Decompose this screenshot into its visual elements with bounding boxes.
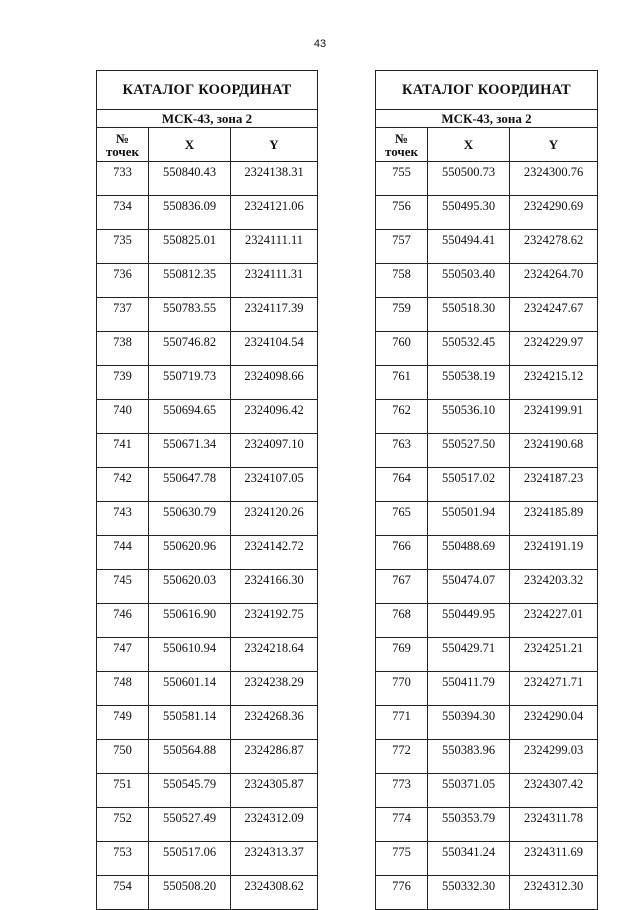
x-coordinate-cell: 550616.90 <box>149 604 231 638</box>
point-number-cell: 755 <box>376 162 428 196</box>
y-coordinate-cell: 2324142.72 <box>231 536 318 570</box>
table-row <box>97 400 318 434</box>
x-coordinate-cell: 550371.05 <box>428 774 510 808</box>
point-number-cell: 770 <box>376 672 428 706</box>
point-number-cell: 756 <box>376 196 428 230</box>
y-coordinate-cell: 2324227.01 <box>510 604 598 638</box>
table-row <box>97 638 318 672</box>
point-number-cell: 767 <box>376 570 428 604</box>
y-coordinate-cell: 2324218.64 <box>231 638 318 672</box>
table-row <box>97 162 318 196</box>
x-coordinate-cell: 550449.95 <box>428 604 510 638</box>
point-number-cell: 740 <box>97 400 149 434</box>
point-number-cell: 748 <box>97 672 149 706</box>
x-coordinate-cell: 550517.06 <box>149 842 231 876</box>
x-coordinate-cell: 550545.79 <box>149 774 231 808</box>
y-coordinate-cell: 2324238.29 <box>231 672 318 706</box>
x-coordinate-cell: 550341.24 <box>428 842 510 876</box>
y-coordinate-cell: 2324117.39 <box>231 298 318 332</box>
table-row <box>376 162 598 196</box>
y-header: Y <box>510 128 598 162</box>
point-number-cell: 769 <box>376 638 428 672</box>
y-coordinate-cell: 2324185.89 <box>510 502 598 536</box>
point-number-cell: 771 <box>376 706 428 740</box>
y-coordinate-cell: 2324311.78 <box>510 808 598 842</box>
point-number-cell: 753 <box>97 842 149 876</box>
x-coordinate-cell: 550564.88 <box>149 740 231 774</box>
point-number-header <box>97 128 149 162</box>
table-row <box>97 468 318 502</box>
table-row <box>97 740 318 774</box>
number-word: точек <box>106 143 139 159</box>
point-number-cell: 747 <box>97 638 149 672</box>
y-coordinate-cell: 2324111.11 <box>231 230 318 264</box>
x-coordinate-cell: 550332.30 <box>428 876 510 910</box>
point-number-cell: 762 <box>376 400 428 434</box>
point-number-cell: 749 <box>97 706 149 740</box>
x-coordinate-cell: 550429.71 <box>428 638 510 672</box>
y-coordinate-cell: 2324313.37 <box>231 842 318 876</box>
table-row <box>97 196 318 230</box>
table-body <box>376 162 598 910</box>
x-coordinate-cell: 550671.34 <box>149 434 231 468</box>
point-number-cell: 775 <box>376 842 428 876</box>
table-row <box>97 230 318 264</box>
x-coordinate-cell: 550494.41 <box>428 230 510 264</box>
point-number-cell: 754 <box>97 876 149 910</box>
table-row <box>376 366 598 400</box>
x-coordinate-cell: 550518.30 <box>428 298 510 332</box>
point-number-cell: 745 <box>97 570 149 604</box>
point-number-cell: 738 <box>97 332 149 366</box>
table-row <box>97 434 318 468</box>
y-coordinate-cell: 2324096.42 <box>231 400 318 434</box>
y-coordinate-cell: 2324271.71 <box>510 672 598 706</box>
x-coordinate-cell: 550825.01 <box>149 230 231 264</box>
x-coordinate-cell: 550538.19 <box>428 366 510 400</box>
y-coordinate-cell: 2324097.10 <box>231 434 318 468</box>
table-row <box>376 400 598 434</box>
y-coordinate-cell: 2324311.69 <box>510 842 598 876</box>
point-number-cell: 736 <box>97 264 149 298</box>
y-coordinate-cell: 2324111.31 <box>231 264 318 298</box>
x-coordinate-cell: 550501.94 <box>428 502 510 536</box>
x-header: X <box>428 128 510 162</box>
point-number-cell: 772 <box>376 740 428 774</box>
table-row <box>376 808 598 842</box>
point-number-cell: 743 <box>97 502 149 536</box>
table-row <box>376 638 598 672</box>
y-coordinate-cell: 2324107.05 <box>231 468 318 502</box>
table-row <box>376 672 598 706</box>
point-number-cell: 737 <box>97 298 149 332</box>
table-row <box>376 434 598 468</box>
table-row <box>376 706 598 740</box>
x-coordinate-cell: 550630.79 <box>149 502 231 536</box>
y-coordinate-cell: 2324190.68 <box>510 434 598 468</box>
y-coordinate-cell: 2324268.36 <box>231 706 318 740</box>
point-number-cell: 759 <box>376 298 428 332</box>
table-row <box>376 468 598 502</box>
y-coordinate-cell: 2324290.04 <box>510 706 598 740</box>
point-number-cell: 768 <box>376 604 428 638</box>
point-number-cell: 746 <box>97 604 149 638</box>
table-row <box>97 876 318 910</box>
table-row <box>97 842 318 876</box>
table-row <box>97 570 318 604</box>
y-coordinate-cell: 2324138.31 <box>231 162 318 196</box>
page-number: 43 <box>313 38 327 50</box>
coordinate-table-left <box>96 70 318 910</box>
x-coordinate-cell: 550474.07 <box>428 570 510 604</box>
y-coordinate-cell: 2324199.91 <box>510 400 598 434</box>
y-coordinate-cell: 2324307.42 <box>510 774 598 808</box>
x-coordinate-cell: 550394.30 <box>428 706 510 740</box>
point-number-cell: 751 <box>97 774 149 808</box>
table-row <box>97 604 318 638</box>
x-coordinate-cell: 550581.14 <box>149 706 231 740</box>
coordinate-system-label: МСК-43, зона 2 <box>376 110 598 128</box>
catalog-title: КАТАЛОГ КООРДИНАТ <box>376 71 598 110</box>
x-coordinate-cell: 550508.20 <box>149 876 231 910</box>
table-row <box>97 298 318 332</box>
catalog-title: КАТАЛОГ КООРДИНАТ <box>97 71 318 110</box>
y-coordinate-cell: 2324290.69 <box>510 196 598 230</box>
y-coordinate-cell: 2324251.21 <box>510 638 598 672</box>
table-row <box>376 502 598 536</box>
y-coordinate-cell: 2324278.62 <box>510 230 598 264</box>
point-number-header <box>376 128 428 162</box>
point-number-cell: 733 <box>97 162 149 196</box>
point-number-cell: 764 <box>376 468 428 502</box>
x-coordinate-cell: 550527.50 <box>428 434 510 468</box>
y-coordinate-cell: 2324121.06 <box>231 196 318 230</box>
x-coordinate-cell: 550517.02 <box>428 468 510 502</box>
table-row <box>97 774 318 808</box>
x-coordinate-cell: 550536.10 <box>428 400 510 434</box>
y-coordinate-cell: 2324098.66 <box>231 366 318 400</box>
x-coordinate-cell: 550694.65 <box>149 400 231 434</box>
y-coordinate-cell: 2324305.87 <box>231 774 318 808</box>
point-number-cell: 761 <box>376 366 428 400</box>
table-row <box>376 196 598 230</box>
y-coordinate-cell: 2324192.75 <box>231 604 318 638</box>
y-coordinate-cell: 2324299.03 <box>510 740 598 774</box>
y-coordinate-cell: 2324308.62 <box>231 876 318 910</box>
y-coordinate-cell: 2324312.09 <box>231 808 318 842</box>
y-coordinate-cell: 2324187.23 <box>510 468 598 502</box>
point-number-cell: 744 <box>97 536 149 570</box>
number-symbol: № <box>394 130 409 146</box>
table-row <box>376 298 598 332</box>
point-number-cell: 758 <box>376 264 428 298</box>
point-number-cell: 742 <box>97 468 149 502</box>
y-coordinate-cell: 2324300.76 <box>510 162 598 196</box>
y-coordinate-cell: 2324286.87 <box>231 740 318 774</box>
x-coordinate-cell: 550746.82 <box>149 332 231 366</box>
table-row <box>97 706 318 740</box>
point-number-cell: 776 <box>376 876 428 910</box>
x-coordinate-cell: 550503.40 <box>428 264 510 298</box>
y-coordinate-cell: 2324247.67 <box>510 298 598 332</box>
table-row <box>376 740 598 774</box>
number-symbol: № <box>115 130 130 146</box>
point-number-cell: 752 <box>97 808 149 842</box>
x-coordinate-cell: 550411.79 <box>428 672 510 706</box>
x-coordinate-cell: 550620.03 <box>149 570 231 604</box>
y-coordinate-cell: 2324229.97 <box>510 332 598 366</box>
x-coordinate-cell: 550610.94 <box>149 638 231 672</box>
point-number-cell: 741 <box>97 434 149 468</box>
table-row <box>376 230 598 264</box>
x-coordinate-cell: 550620.96 <box>149 536 231 570</box>
table-row <box>97 502 318 536</box>
y-coordinate-cell: 2324166.30 <box>231 570 318 604</box>
point-number-cell: 774 <box>376 808 428 842</box>
table-row <box>97 264 318 298</box>
table-row <box>376 876 598 910</box>
x-coordinate-cell: 550840.43 <box>149 162 231 196</box>
x-coordinate-cell: 550719.73 <box>149 366 231 400</box>
point-number-cell: 766 <box>376 536 428 570</box>
point-number-cell: 734 <box>97 196 149 230</box>
x-coordinate-cell: 550488.69 <box>428 536 510 570</box>
point-number-cell: 760 <box>376 332 428 366</box>
table-row <box>376 774 598 808</box>
table-row <box>376 332 598 366</box>
x-coordinate-cell: 550836.09 <box>149 196 231 230</box>
x-coordinate-cell: 550500.73 <box>428 162 510 196</box>
x-coordinate-cell: 550527.49 <box>149 808 231 842</box>
table-body <box>97 162 318 910</box>
point-number-cell: 735 <box>97 230 149 264</box>
point-number-cell: 765 <box>376 502 428 536</box>
x-coordinate-cell: 550383.96 <box>428 740 510 774</box>
y-coordinate-cell: 2324312.30 <box>510 876 598 910</box>
x-coordinate-cell: 550532.45 <box>428 332 510 366</box>
table-row <box>97 536 318 570</box>
table-row <box>376 264 598 298</box>
point-number-cell: 750 <box>97 740 149 774</box>
y-coordinate-cell: 2324203.32 <box>510 570 598 604</box>
y-header: Y <box>231 128 318 162</box>
point-number-cell: 763 <box>376 434 428 468</box>
y-coordinate-cell: 2324191.19 <box>510 536 598 570</box>
x-coordinate-cell: 550495.30 <box>428 196 510 230</box>
coordinate-table-right <box>375 70 598 910</box>
point-number-cell: 757 <box>376 230 428 264</box>
table-row <box>376 570 598 604</box>
table-row <box>97 672 318 706</box>
table-row <box>97 332 318 366</box>
number-word: точек <box>385 143 418 159</box>
coordinate-system-label: МСК-43, зона 2 <box>97 110 318 128</box>
table-row <box>97 808 318 842</box>
x-coordinate-cell: 550647.78 <box>149 468 231 502</box>
x-coordinate-cell: 550601.14 <box>149 672 231 706</box>
y-coordinate-cell: 2324120.26 <box>231 502 318 536</box>
x-coordinate-cell: 550353.79 <box>428 808 510 842</box>
point-number-cell: 773 <box>376 774 428 808</box>
point-number-cell: 739 <box>97 366 149 400</box>
y-coordinate-cell: 2324104.54 <box>231 332 318 366</box>
table-row <box>376 536 598 570</box>
table-row <box>97 366 318 400</box>
x-coordinate-cell: 550812.35 <box>149 264 231 298</box>
table-row <box>376 842 598 876</box>
x-coordinate-cell: 550783.55 <box>149 298 231 332</box>
y-coordinate-cell: 2324215.12 <box>510 366 598 400</box>
x-header: X <box>149 128 231 162</box>
y-coordinate-cell: 2324264.70 <box>510 264 598 298</box>
table-row <box>376 604 598 638</box>
